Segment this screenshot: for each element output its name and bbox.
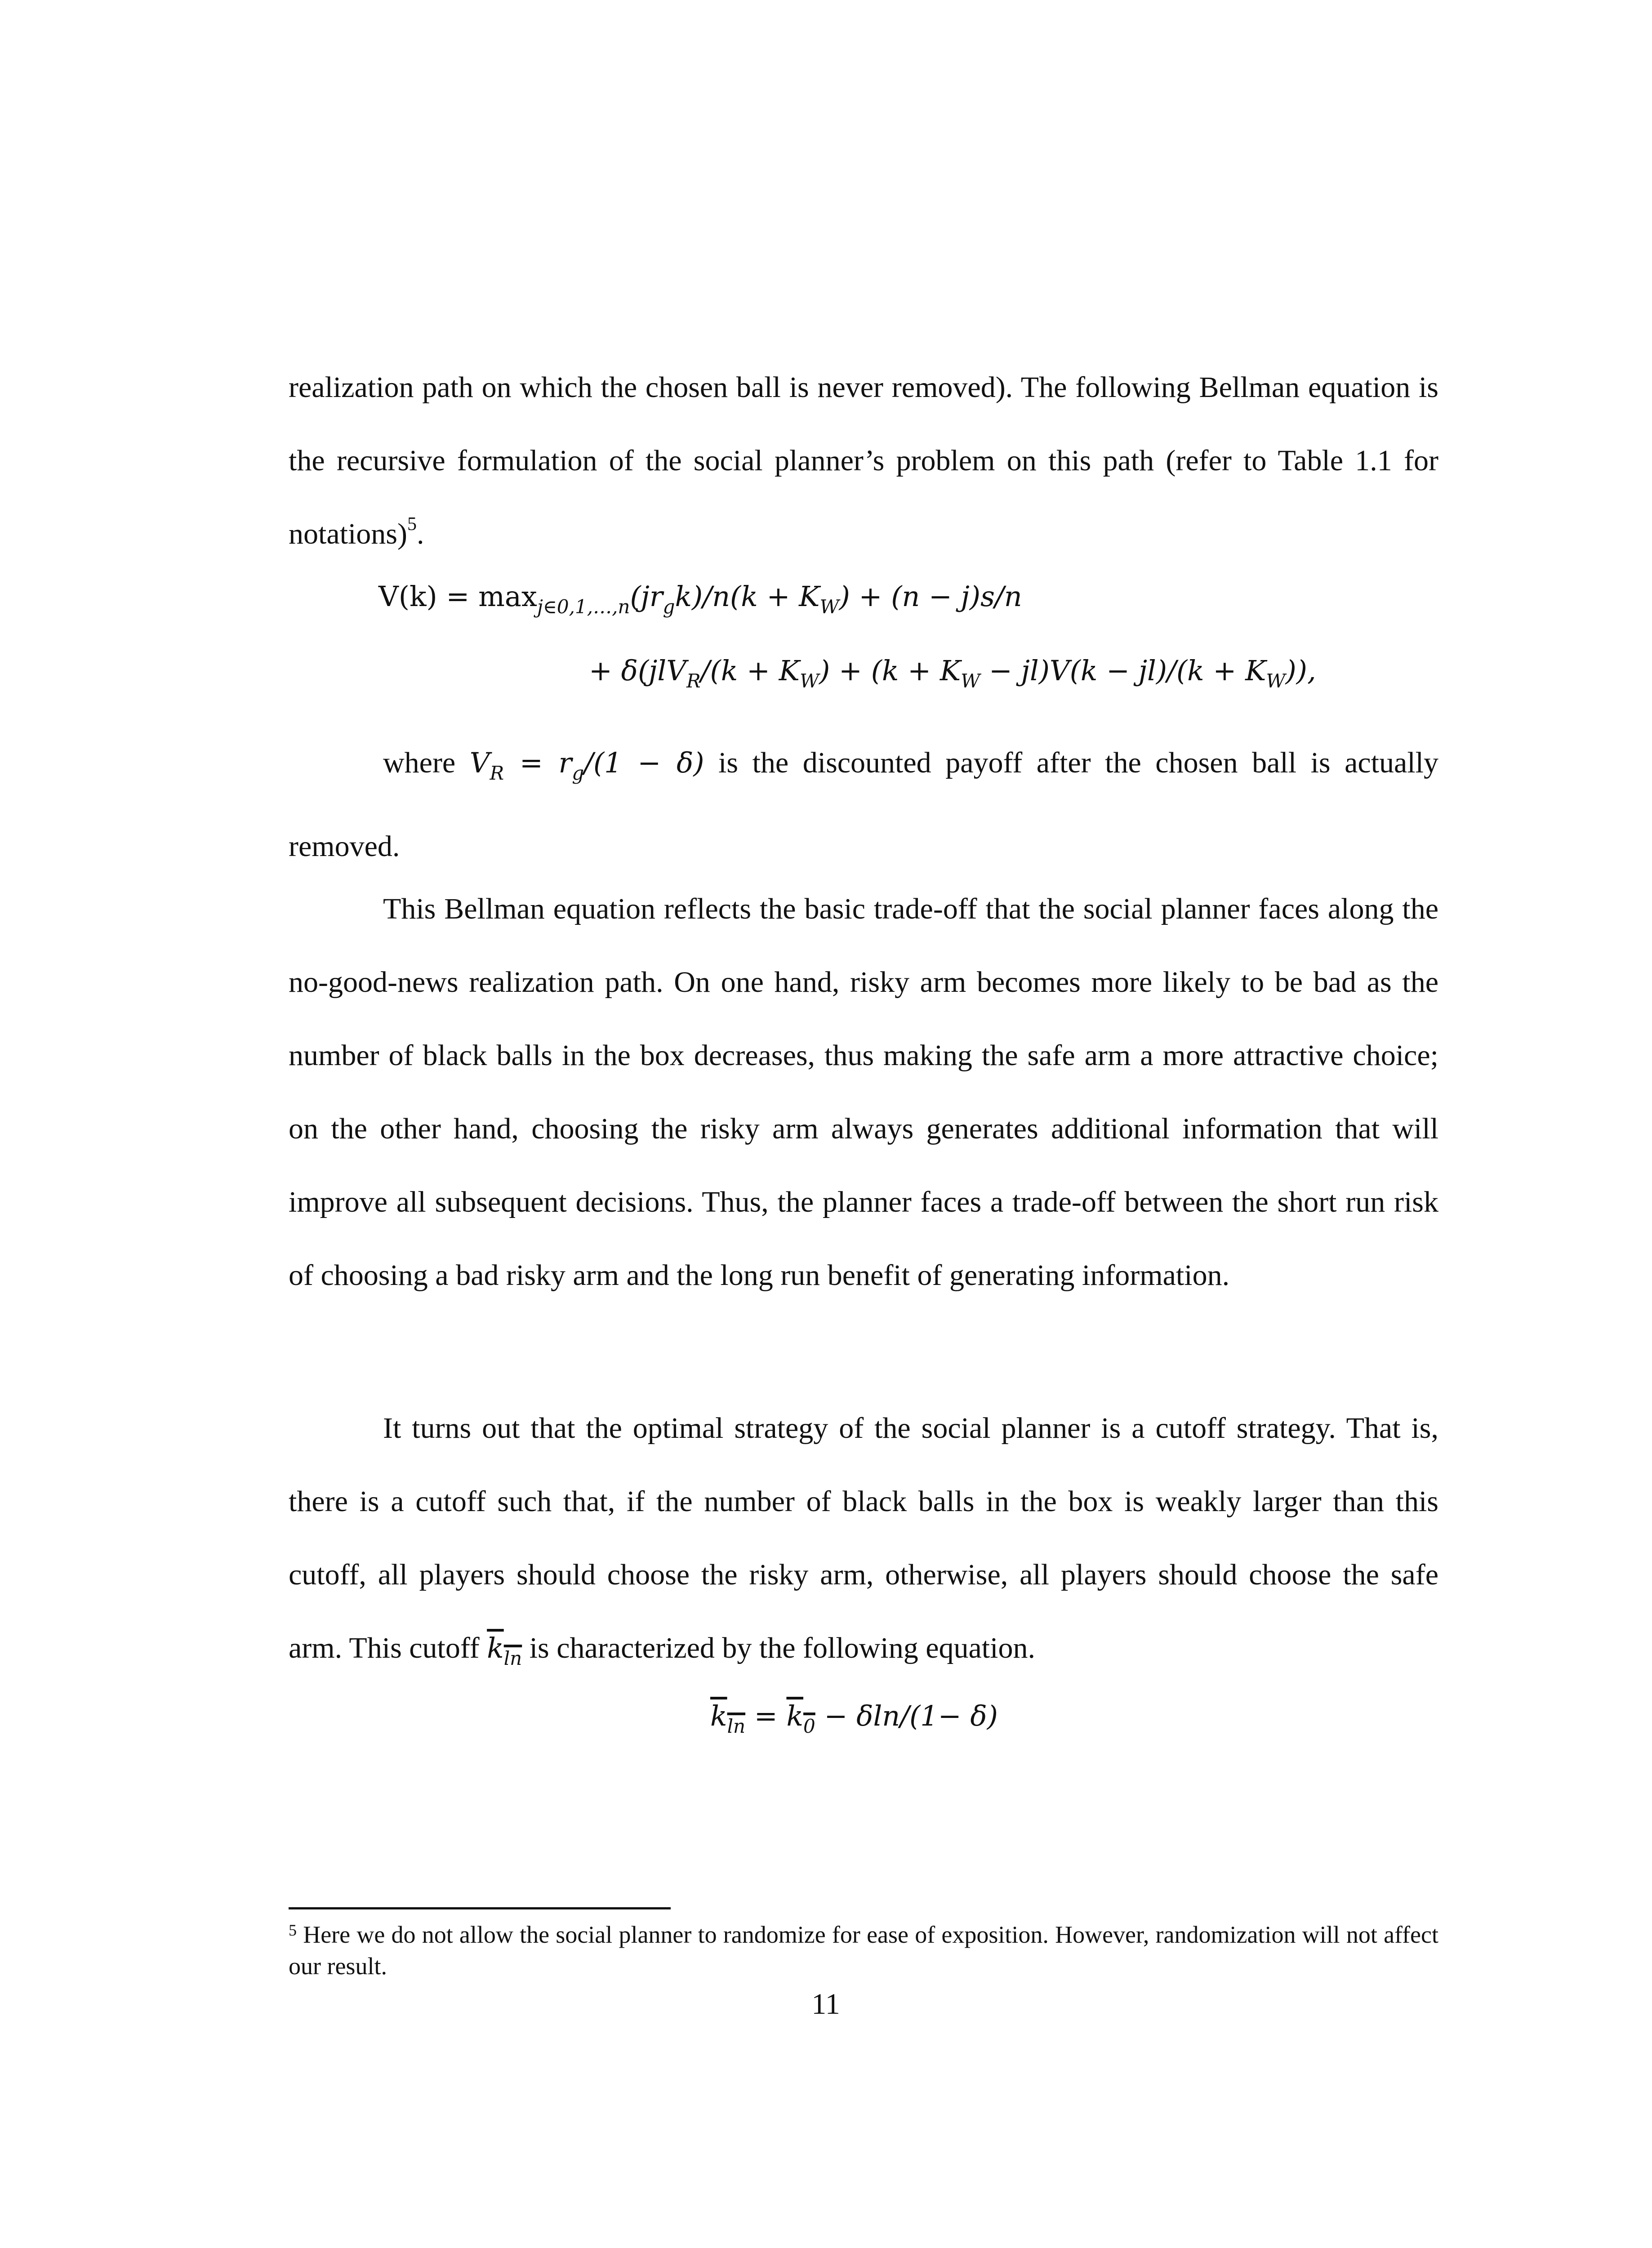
paragraph-cutoff: It turns out that the optimal strategy of the social planner is a cutoff strategy. That is, there is a cutoff such that, if the number of black balls in the box is weakly larger than this cutoff, all players should choose the risky arm, otherwise, all players should choose the safe arm. This cutoff $k_{ln}$ is characterized by the following equation.: [289, 1412, 1438, 1669]
paragraph-vr-definition: where $V_R = r_g/(1 - \delta)$ is the discounted payoff after the chosen ball is actually removed.: [289, 746, 1439, 863]
bellman-equation-line-1: $V(k) = \max_{j\in 0,1,\dots,n}(jr_gk)/n(k + K_W) + (n - j)s/n$: [378, 580, 1022, 618]
footnote-text: Here we do not allow the social planner to randomize for ease of exposition. However, randomization will not affect our result.: [289, 1921, 1438, 1980]
footnote: [289, 1919, 1438, 1982]
cutoff-equation: $k_{ln} = k_0 - \delta\ln/(1- \delta)$: [710, 1699, 998, 1737]
footnote-divider: [289, 1907, 671, 1909]
paragraph-text: realization path on which the chosen ball is never removed). The following Bellman equation is the recursive formulation of the social planner’s problem on this path (refer to Table 1.1 for notations): [289, 371, 1438, 550]
footnote-marker: 5: [289, 1921, 297, 1939]
cutoff-symbol: $k_{ln}$: [487, 1632, 522, 1669]
page-number: 11: [811, 1988, 840, 2021]
paragraph-intro: realization path on which the chosen ball is never removed). The following Bellman equation is the recursive formulation of the social planner’s problem on this path (refer to Table 1.1 for notations)$^5$.: [289, 371, 1438, 550]
bellman-equation-line-2: + $\delta(jlV_R/(k + K_W) + (k + K_W - jl)V(k - jl)/(k + K_W))$,: [589, 654, 1316, 692]
footnote-reference: 5: [407, 514, 417, 535]
paragraph-tradeoff: This Bellman equation reflects the basic trade-off that the social planner faces along the no-good-news realization path. On one hand, risky arm becomes more likely to be bad as the number of black balls in the box decreases, thus making the safe arm a more attractive choice; on the other hand, choosing the risky arm always generates additional information that will improve all subsequent decisions. Thus, the planner faces a trade-off between the short run risk of choosing a bad risky arm and the long run benefit of generating information.: [289, 892, 1438, 1292]
